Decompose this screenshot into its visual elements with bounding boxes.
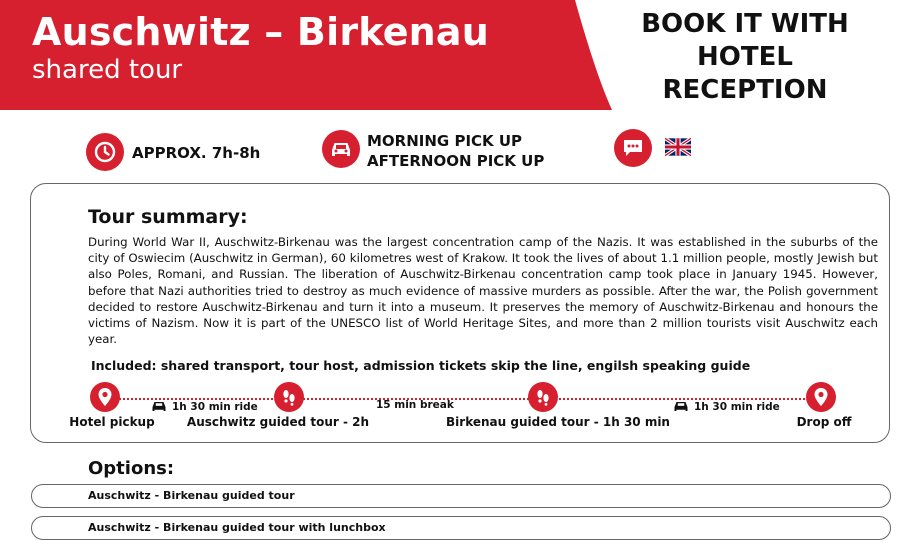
timeline-stop-label: Drop off: [796, 415, 852, 429]
booking-notice: [590, 8, 900, 107]
timeline-segment: [376, 399, 454, 411]
page-subtitle: shared tour: [32, 55, 183, 85]
car-icon: [322, 130, 360, 168]
tour-summary-text: During World War II, Auschwitz-Birkenau was the largest concentration camp of the Nazis. It was established in the suburbs of the city of Oswiecim (Auschwitz in German), 60 kilometres west of Krakow. It took the lives of about 1.1 million people, mostly Jewish but also Poles, Romani, and Russian. The liberation of Auschwitz-Birkenau concentration camp took place in January 1945. However, before that Nazi authorities tried to destroy as much evidence of massive murders as possible. After the war, the Polish government decided to restore Auschwitz-Birkenau and turn it into a museum. It preserves the memory of Auschwitz-Birkenau and honours the victims of Nazism. Now it is part of the UNESCO list of World Heritage Sites, and more than 2 million tourists visit Auschwitz each year.: [88, 235, 878, 347]
location-pin-icon: [806, 382, 836, 412]
pickup-morning-text: MORNING PICK UP: [367, 132, 523, 150]
location-pin-icon: [90, 382, 120, 412]
tour-summary-title: Tour summary:: [88, 206, 248, 228]
timeline-segment-label: 15 min break: [376, 399, 454, 411]
timeline-segment: [150, 400, 258, 413]
options-title: Options:: [88, 458, 175, 479]
pickup-afternoon-text: AFTERNOON PICK UP: [367, 152, 545, 170]
footprints-icon: [274, 382, 304, 412]
timeline-stop-label: Auschwitz guided tour - 2h: [186, 415, 370, 429]
booking-notice-line2: RECEPTION: [662, 75, 828, 105]
pickup-times: [367, 131, 544, 171]
option-item[interactable]: Auschwitz - Birkenau guided tour with lunchbox: [31, 516, 891, 540]
car-icon: [672, 400, 690, 413]
tour-timeline: [0, 380, 900, 440]
booking-notice-line1: BOOK IT WITH HOTEL: [641, 9, 849, 72]
timeline-stop-label: Birkenau guided tour - 1h 30 min: [446, 415, 670, 429]
speech-bubble-icon: [614, 129, 652, 167]
timeline-segment-label: 1h 30 min ride: [172, 400, 258, 413]
union-jack-flag-icon: [665, 138, 691, 156]
clock-icon: [86, 133, 124, 171]
page-title: Auschwitz – Birkenau: [32, 10, 490, 54]
duration-text: APPROX. 7h-8h: [132, 144, 261, 162]
footprints-icon: [528, 382, 558, 412]
option-item[interactable]: Auschwitz - Birkenau guided tour: [31, 484, 891, 508]
car-icon: [150, 400, 168, 413]
timeline-stop-label: Hotel pickup: [69, 415, 155, 429]
timeline-segment-label: 1h 30 min ride: [694, 400, 780, 413]
timeline-segment: [672, 400, 780, 413]
included-text: Included: shared transport, tour host, admission tickets skip the line, engilsh speaking guide: [91, 358, 751, 373]
